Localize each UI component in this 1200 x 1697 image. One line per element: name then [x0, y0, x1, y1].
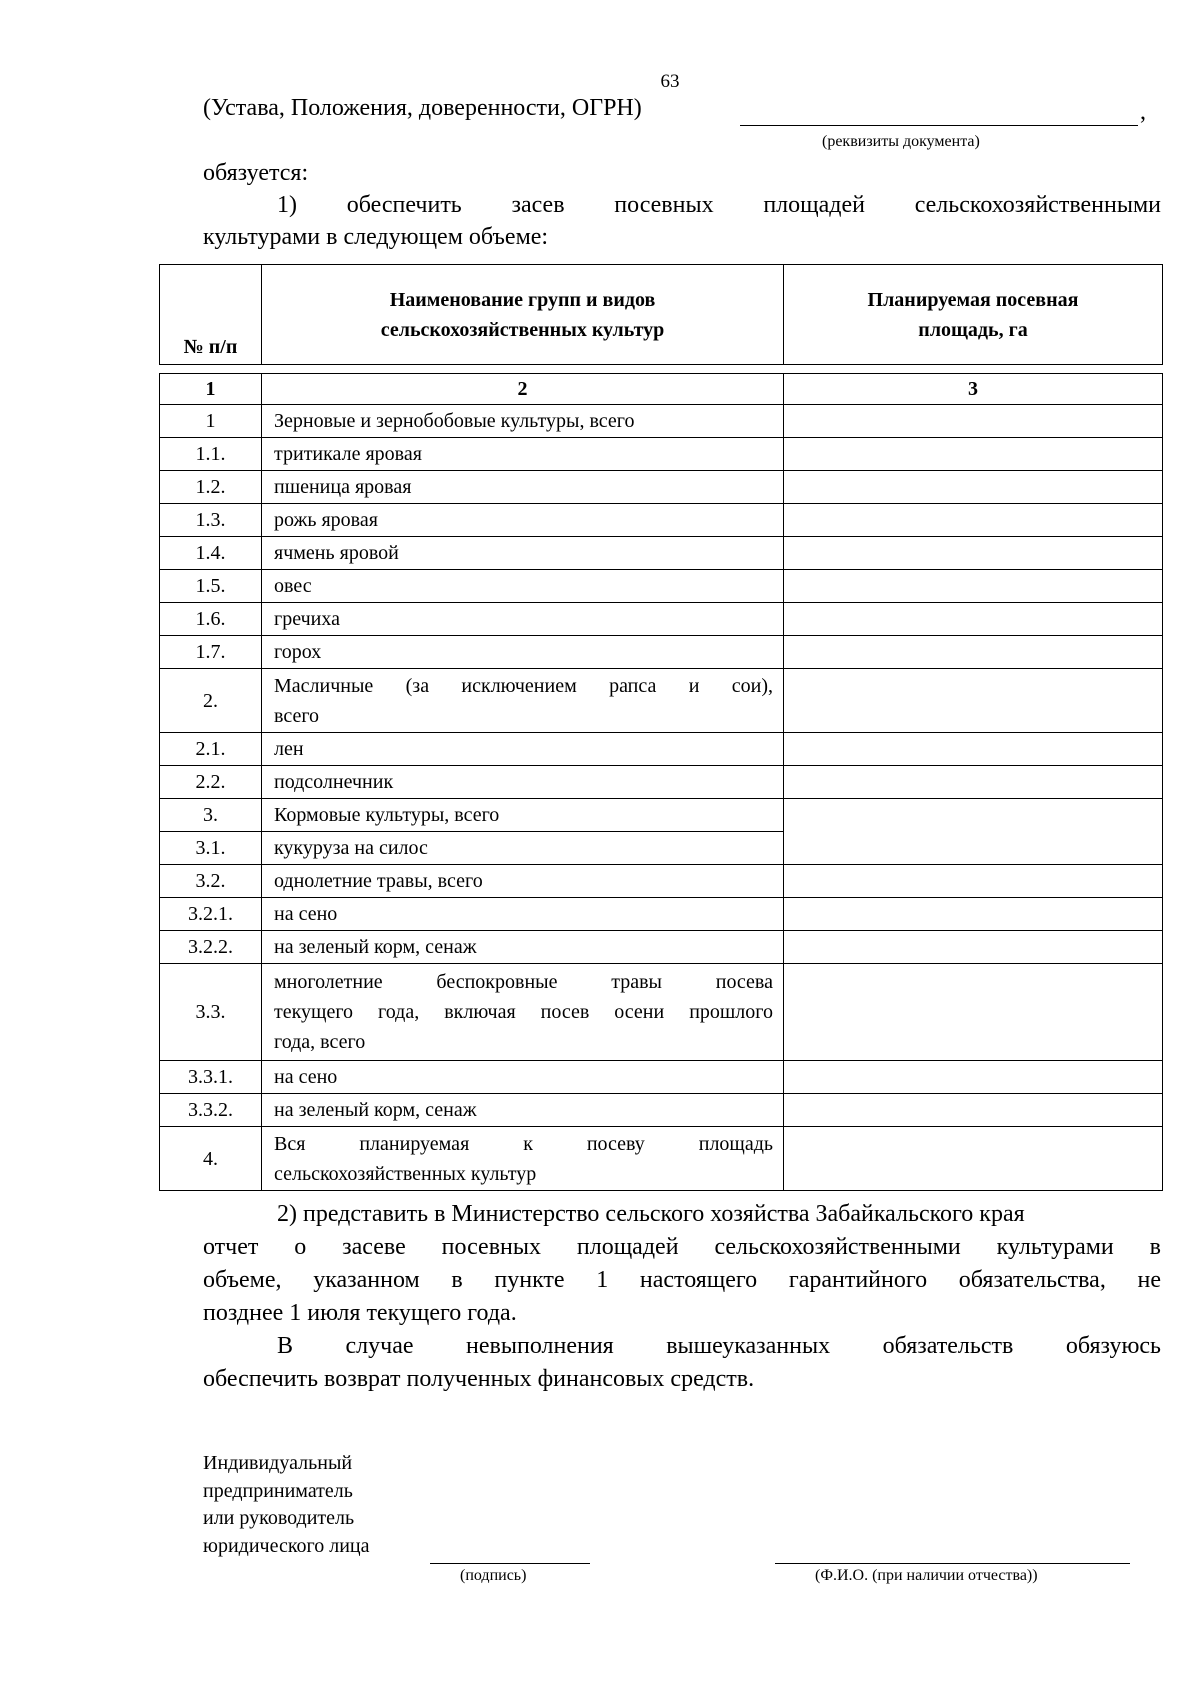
header-table: [159, 264, 1163, 365]
crop-name: [262, 1127, 784, 1191]
signatory-label-line: предприниматель: [203, 1479, 353, 1502]
item2-line2: отчет о засеве посевных площадей сельскохозяйственными культурами в: [203, 1234, 1161, 1260]
crop-name: тритикале яровая: [262, 438, 784, 471]
crop-name: на сено: [262, 898, 784, 931]
row-number: 2.1.: [160, 733, 262, 766]
signature-line: [430, 1563, 590, 1564]
row-number: 3.1.: [160, 832, 262, 865]
signatory-label-line: Индивидуальный: [203, 1452, 353, 1474]
document-details-line: [740, 125, 1138, 126]
crop-name-line: всего: [274, 704, 320, 727]
crop-name: на зеленый корм, сенаж: [262, 1094, 784, 1127]
crop-name: подсолнечник: [262, 766, 784, 799]
planned-area: [784, 964, 1163, 1061]
table-row: [160, 733, 1163, 766]
signatory-label-line: или руководитель: [203, 1507, 355, 1529]
crop-name: гречиха: [262, 603, 784, 636]
table-row: [160, 898, 1163, 931]
planned-area: [784, 898, 1163, 931]
item2-line4: позднее 1 июля текущего года.: [203, 1300, 517, 1326]
table-row: [160, 865, 1163, 898]
row-number: 1.3.: [160, 504, 262, 537]
row-number: 3.2.: [160, 865, 262, 898]
document-details-caption: (реквизиты документа): [822, 133, 980, 150]
crop-name: [262, 669, 784, 733]
planned-area: [784, 766, 1163, 799]
row-number: 1.2.: [160, 471, 262, 504]
crops-table: [159, 373, 1163, 1191]
planned-area: [784, 931, 1163, 964]
planned-area: [784, 471, 1163, 504]
table-row: [160, 1061, 1163, 1094]
signatory-label-line: юридического лица: [203, 1534, 370, 1557]
header-no: № п/п: [160, 265, 262, 365]
row-number: 1: [160, 405, 262, 438]
crop-name: рожь яровая: [262, 504, 784, 537]
planned-area: [784, 865, 1163, 898]
crop-name: Кормовые культуры, всего: [262, 799, 784, 832]
row-number: 3.: [160, 799, 262, 832]
table-row: [160, 471, 1163, 504]
crop-name-line: текущего года, включая посев осени прошлого: [274, 1001, 773, 1023]
row-number: 1.6.: [160, 603, 262, 636]
signatory-label: [203, 1450, 370, 1560]
planned-area: [784, 603, 1163, 636]
crop-name: [262, 964, 784, 1061]
table-row: [160, 405, 1163, 438]
table-row: [160, 603, 1163, 636]
table-row: [160, 438, 1163, 471]
full-name-line: [775, 1563, 1130, 1564]
crop-name: горох: [262, 636, 784, 669]
crop-name: лен: [262, 733, 784, 766]
row-number: 3.3.1.: [160, 1061, 262, 1094]
crop-name: пшеница яровая: [262, 471, 784, 504]
row-number: 3.3.: [160, 964, 262, 1061]
table-row: [160, 669, 1163, 733]
row-number: 1.5.: [160, 570, 262, 603]
column-number-row: [160, 374, 1163, 405]
planned-area: [784, 1094, 1163, 1127]
table-row: [160, 570, 1163, 603]
comma: ,: [1140, 99, 1146, 125]
row-number: 4.: [160, 1127, 262, 1191]
crop-name-line: сельскохозяйственных культур: [274, 1162, 537, 1185]
table-row: [160, 799, 1163, 832]
crop-name: Зерновые и зернобобовые культуры, всего: [262, 405, 784, 438]
planned-area: [784, 570, 1163, 603]
crop-name-line: Вся планируемая к посеву площадь: [274, 1132, 773, 1155]
row-number: 1.1.: [160, 438, 262, 471]
row-number: 1.7.: [160, 636, 262, 669]
document-details-label: (Устава, Положения, доверенности, ОГРН): [203, 95, 642, 121]
column-number: 1: [160, 374, 262, 405]
crop-name: овес: [262, 570, 784, 603]
row-number: 2.: [160, 669, 262, 733]
obligates-text: обязуется:: [203, 160, 309, 186]
item2-line3: объеме, указанном в пункте 1 настоящего гарантийного обязательства, не: [203, 1267, 1161, 1293]
row-number: 3.2.1.: [160, 898, 262, 931]
header-name-line1: Наименование групп и видов: [389, 288, 656, 311]
row-number: 1.4.: [160, 537, 262, 570]
item1-line2: культурами в следующем объеме:: [203, 224, 549, 250]
crop-name: на зеленый корм, сенаж: [262, 931, 784, 964]
item1-line1: 1) обеспечить засев посевных площадей сельскохозяйственными: [277, 192, 1161, 218]
table-row: [160, 504, 1163, 537]
item2-line1: 2) представить в Министерство сельского хозяйства Забайкальского края: [277, 1201, 1025, 1227]
table-row: [160, 537, 1163, 570]
header-area-line1: Планируемая посевная: [867, 288, 1079, 311]
crop-name: ячмень яровой: [262, 537, 784, 570]
table-row: [160, 931, 1163, 964]
planned-area: [784, 405, 1163, 438]
column-number: 3: [784, 374, 1163, 405]
crop-name-line: многолетние беспокровные травы посева: [274, 971, 773, 993]
planned-area: [784, 537, 1163, 570]
planned-area: [784, 636, 1163, 669]
failure-line1: В случае невыполнения вышеуказанных обязательств обязуюсь: [277, 1333, 1161, 1359]
row-number: 2.2.: [160, 766, 262, 799]
row-number: 3.2.2.: [160, 931, 262, 964]
row-number: 3.3.2.: [160, 1094, 262, 1127]
table-row: [160, 964, 1163, 1061]
crop-name: однолетние травы, всего: [262, 865, 784, 898]
crop-name: на сено: [262, 1061, 784, 1094]
planned-area: [784, 669, 1163, 733]
table-row: [160, 1127, 1163, 1191]
header-area-line2: площадь, га: [918, 318, 1028, 341]
crop-name-line: Масличные (за исключением рапса и сои),: [274, 674, 773, 697]
failure-line2: обеспечить возврат полученных финансовых средств.: [203, 1366, 755, 1392]
planned-area: [784, 438, 1163, 471]
planned-area: [784, 799, 1163, 865]
planned-area: [784, 733, 1163, 766]
header-name: [262, 265, 784, 365]
header-name-line2: сельскохозяйственных культур: [380, 318, 665, 341]
full-name-caption: (Ф.И.О. (при наличии отчества)): [815, 1567, 1038, 1584]
page-number: 63: [660, 71, 680, 92]
header-area: [784, 265, 1163, 365]
table-row: [160, 1094, 1163, 1127]
column-number: 2: [262, 374, 784, 405]
table-row: [160, 766, 1163, 799]
signature-caption: (подпись): [460, 1567, 527, 1584]
table-row: [160, 636, 1163, 669]
planned-area: [784, 504, 1163, 537]
planned-area: [784, 1061, 1163, 1094]
crop-name: кукуруза на силос: [262, 832, 784, 865]
planned-area: [784, 1127, 1163, 1191]
crop-name-line: года, всего: [274, 1031, 366, 1053]
